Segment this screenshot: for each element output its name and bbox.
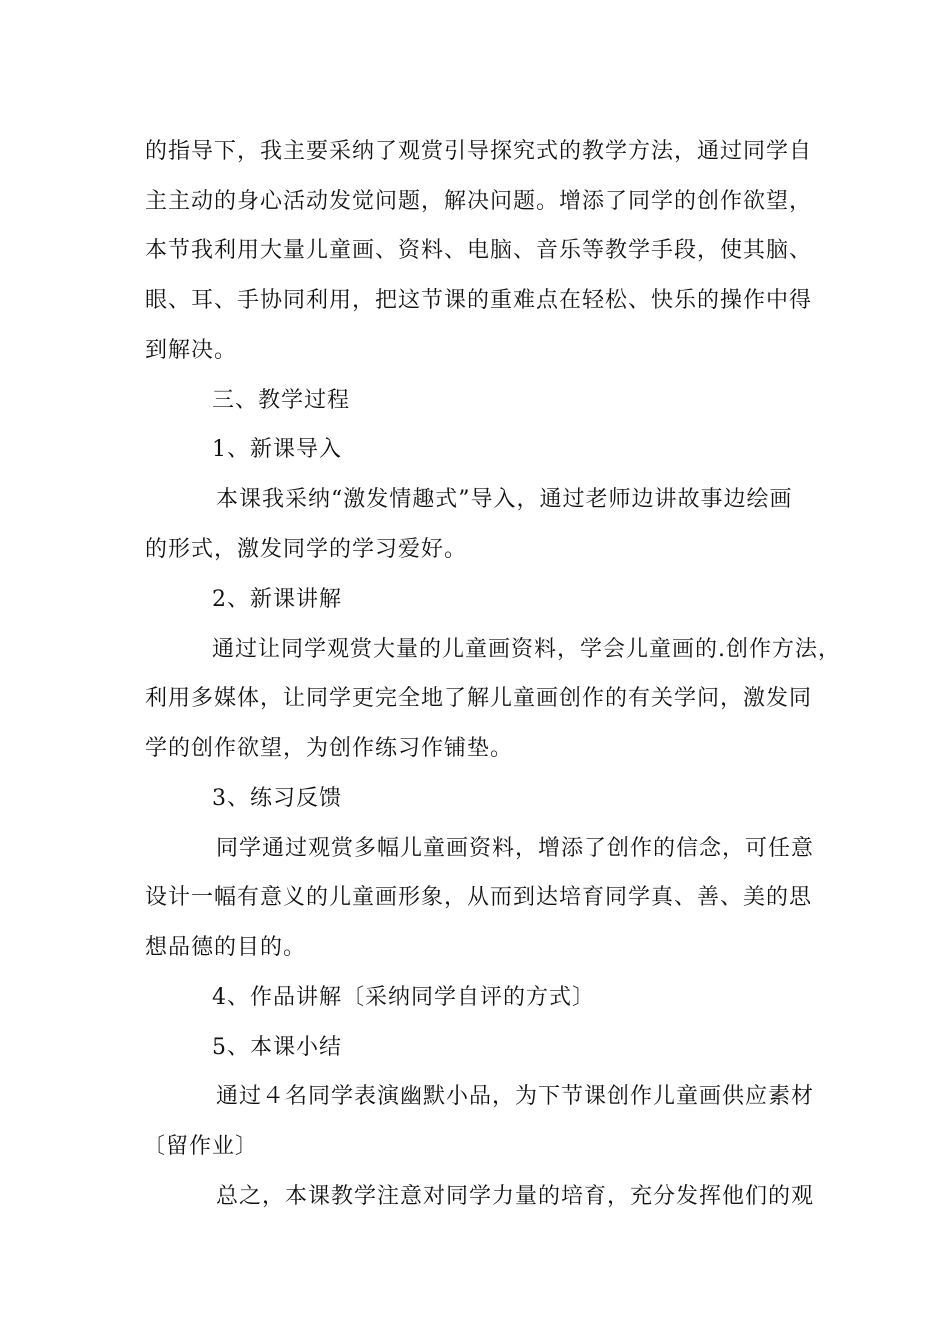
subsection-heading: 2、新课讲解 [212, 587, 342, 612]
body-text-line: 的指导下，我主要采纳了观赏引导探究式的教学方法，通过同学自 [145, 139, 813, 164]
subsection-heading: 4、作品讲解〔采纳同学自评的方式〕 [212, 985, 595, 1010]
subsection-heading: 1、新课导入 [212, 437, 342, 462]
subsection-heading: 3、练习反馈 [212, 786, 342, 811]
body-text-line: 利用多媒体，让同学更完全地了解儿童画创作的有关学问，激发同 [145, 686, 813, 711]
body-text-line: 本课我采纳“激发情趣式”导入，通过老师边讲故事边绘画 [216, 487, 793, 512]
body-text-line: 主主动的身心活动发觉问题，解决问题。增添了同学的创作欲望， [145, 189, 813, 214]
body-text-line: 通过让同学观赏大量的儿童画资料，学会儿童画的.创作方法， [212, 637, 841, 662]
body-text-line: 〔留作业〕 [143, 1134, 259, 1159]
body-text-line: 的形式，激发同学的学习爱好。 [145, 537, 468, 562]
subsection-heading: 5、本课小结 [212, 1035, 342, 1060]
body-text-line: 到解决。 [145, 338, 238, 363]
body-text-line: 眼、耳、手协同利用，把这节课的重难点在轻松、快乐的操作中得 [145, 288, 813, 313]
body-text-line: 本节我利用大量儿童画、资料、电脑、音乐等教学手段，使其脑、 [145, 238, 813, 263]
body-text-line: 学的创作欲望，为创作练习作铺垫。 [145, 736, 514, 761]
body-text-line: 想品德的目的。 [145, 935, 307, 960]
body-text-line: 设计一幅有意义的儿童画形象，从而到达培育同学真、善、美的思 [145, 885, 813, 910]
body-text-line: 总之，本课教学注意对同学力量的培育，充分发挥他们的观 [216, 1184, 815, 1209]
section-heading: 三、教学过程 [212, 388, 351, 413]
body-text-line: 同学通过观赏多幅儿童画资料，增添了创作的信念，可任意 [216, 836, 815, 861]
body-text-line: 通过４名同学表演幽默小品，为下节课创作儿童画供应素材 [216, 1084, 815, 1109]
